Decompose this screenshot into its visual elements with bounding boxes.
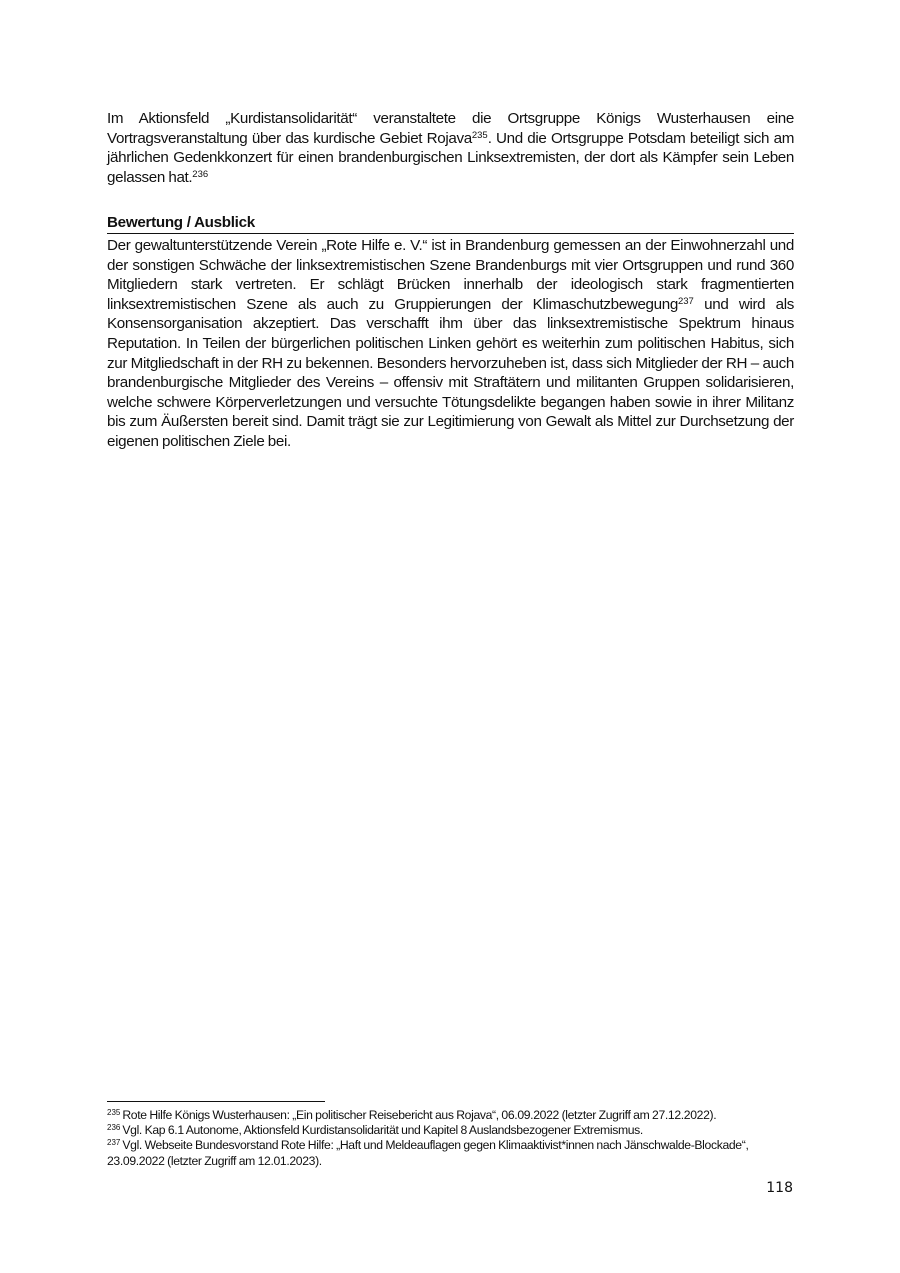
- intro-paragraph: [107, 109, 794, 187]
- assessment-paragraph: [107, 236, 794, 452]
- footnotes: [107, 1108, 794, 1169]
- intro-text-part1: Im Aktionsfeld „Kurdistansolidarität“ veranstaltete die Ortsgruppe Königs Wusterhausen eine Vortragsveranstaltung über das kurdische Gebiet Rojava: [107, 110, 794, 147]
- footnote-236: [107, 1123, 794, 1138]
- footnote-ref-237[interactable]: 237: [677, 295, 694, 307]
- footnote-235: [107, 1108, 794, 1123]
- section-heading: Bewertung / Ausblick: [107, 213, 794, 234]
- footnote-number: 236: [107, 1123, 121, 1133]
- page-number: 118: [766, 1180, 793, 1196]
- assessment-text-part1: Der gewaltunterstützende Verein „Rote Hilfe e. V.“ ist in Brandenburg gemessen an der Einwohnerzahl und der sonstigen Schwäche der linksextremistischen Szene Brandenburgs mit vier Ortsgruppen und rund 360 Mitgliedern stark vertreten. Er schlägt Brücken innerhalb der ideologisch stark fragmentierten linksextremistischen Szene als auch zu Gruppierungen der Klimaschutzbewegung: [107, 237, 794, 313]
- intro-text-part2: . Und die Ortsgruppe Potsdam beteiligt sich am jährlichen Gedenkkonzert für einen brandenburgischen Linksextremisten, der dort als Kämpfer sein Leben gelassen hat.: [107, 129, 794, 186]
- assessment-text-part2: und wird als Konsensorganisation akzeptiert. Das verschafft ihm über das linksextremistische Spektrum hinaus Reputation. In Teilen der bürgerlichen politischen Linken gehört es weiterhin zum politischen Habitus, sich zur Mitgliedschaft in der RH zu bekennen. Besonders hervorzuheben ist, dass sich Mitglieder der RH – auch brandenburgische Mitglieder des Vereins – offensiv mit Straftätern und militanten Gruppen solidarisieren, welche schwere Körperverletzungen und versuchte Tötungsdelikte begangen haben sowie in ihrer Militanz bis zum Äußersten bereit sind. Damit trägt sie zur Legitimierung von Gewalt als Mittel zur Durchsetzung der eigenen politischen Ziele bei.: [107, 295, 794, 450]
- footnote-number: 237: [107, 1138, 121, 1148]
- footnote-ref-235[interactable]: 235: [471, 129, 488, 141]
- footnote-number: 235: [107, 1108, 121, 1117]
- footnote-ref-236[interactable]: 236: [192, 168, 209, 180]
- footnote-text: Vgl. Webseite Bundesvorstand Rote Hilfe: „Haft und Meldeauflagen gegen Klimaaktivist*innen nach Jänschwalde-Blockade“, 23.09.2022 (letzter Zugriff am 12.01.2023).: [107, 1138, 749, 1168]
- footnote-237: [107, 1138, 794, 1168]
- footnote-text: Vgl. Kap 6.1 Autonome, Aktionsfeld Kurdistansolidarität und Kapitel 8 Auslandsbezogener Extremismus.: [122, 1123, 643, 1138]
- footnote-text: Rote Hilfe Königs Wusterhausen: „Ein politischer Reisebericht aus Rojava“, 06.09.2022 (letzter Zugriff am 27.12.2022).: [122, 1108, 717, 1122]
- footnote-separator: [107, 1101, 325, 1102]
